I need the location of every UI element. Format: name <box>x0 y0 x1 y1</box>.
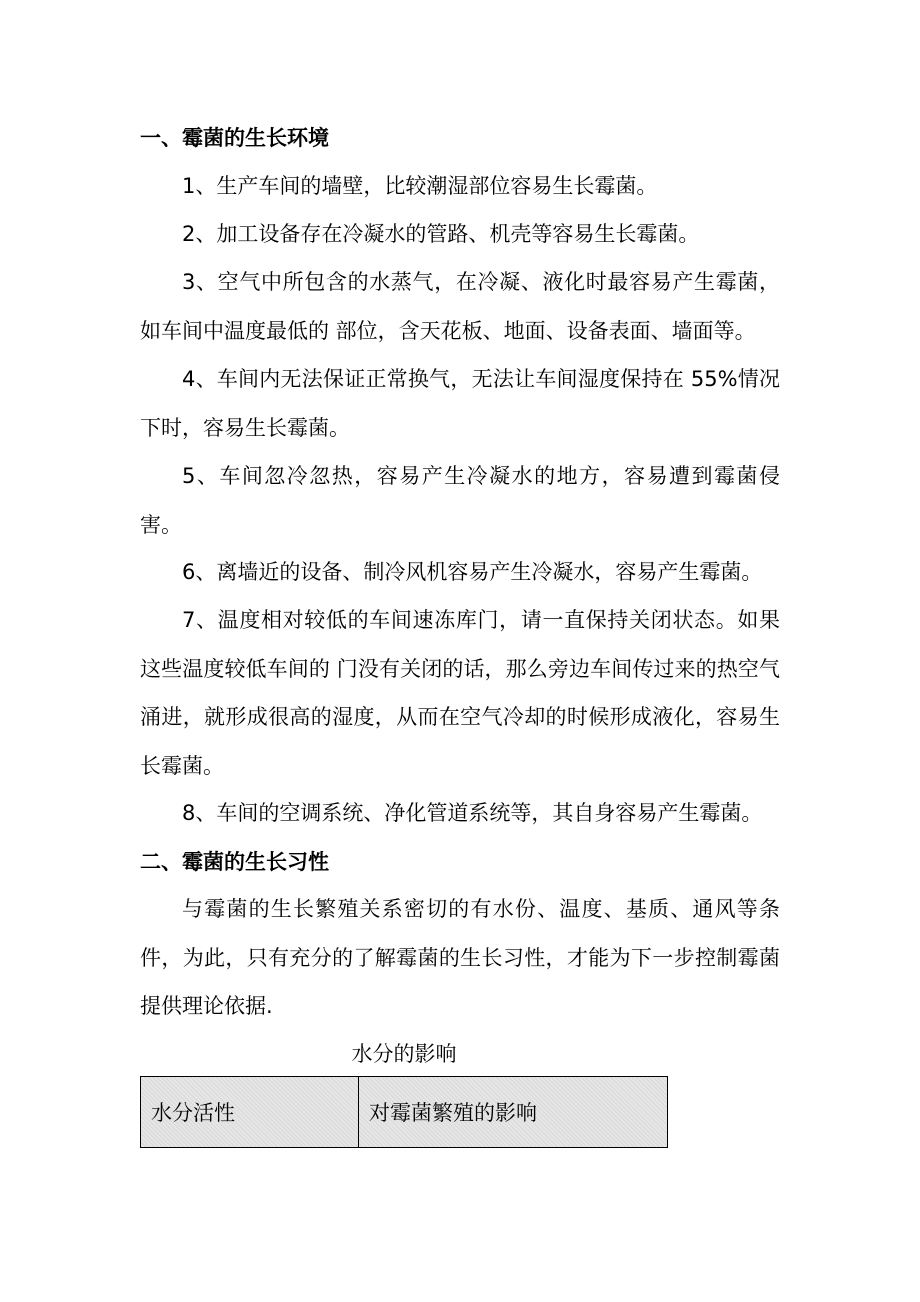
section1-item-5: 5、车间忽冷忽热，容易产生冷凝水的地方，容易遭到霉菌侵害。 <box>140 464 780 537</box>
water-activity-table <box>140 1076 668 1148</box>
section1-item-2: 2、加工设备存在冷凝水的管路、机壳等容易生长霉菌。 <box>182 222 700 246</box>
section1-item-6: 6、离墙近的设备、制冷风机容易产生冷凝水，容易产生霉菌。 <box>182 560 763 584</box>
section2-heading: 二、霉菌的生长习性 <box>140 850 329 874</box>
section1-item-8: 8、车间的空调系统、净化管道系统等，其自身容易产生霉菌。 <box>182 801 763 825</box>
section2-paragraph: 与霉菌的生长繁殖关系密切的有水份、温度、基质、通风等条件，为此，只有充分的了解霉菌的生长习性，才能为下一步控制霉菌提供理论依据. <box>140 897 780 1018</box>
table-header-water-activity: 水分活性 <box>141 1077 359 1147</box>
section1-item-7: 7、温度相对较低的车间速冻库门，请一直保持关闭状态。如果这些温度较低车间的 门没有关闭的话，那么旁边车间传过来的热空气涌进，就形成很高的湿度，从而在空气冷却的时候形成液化，容易生长霉菌。 <box>140 608 780 778</box>
table-caption: 水分的影响 <box>351 1042 457 1066</box>
section1-heading: 一、霉菌的生长环境 <box>140 126 329 150</box>
section1-item-3: 3、空气中所包含的水蒸气，在冷凝、液化时最容易产生霉菌，如车间中温度最低的 部位，含天花板、地面、设备表面、墙面等。 <box>140 270 780 343</box>
table-header-effect: 对霉菌繁殖的影响 <box>369 1101 537 1125</box>
section1-item-1: 1、生产车间的墙壁，比较潮湿部位容易生长霉菌。 <box>182 174 658 198</box>
section1-item-4: 4、车间内无法保证正常换气，无法让车间湿度保持在 55%情况下时，容易生长霉菌。 <box>140 367 780 440</box>
